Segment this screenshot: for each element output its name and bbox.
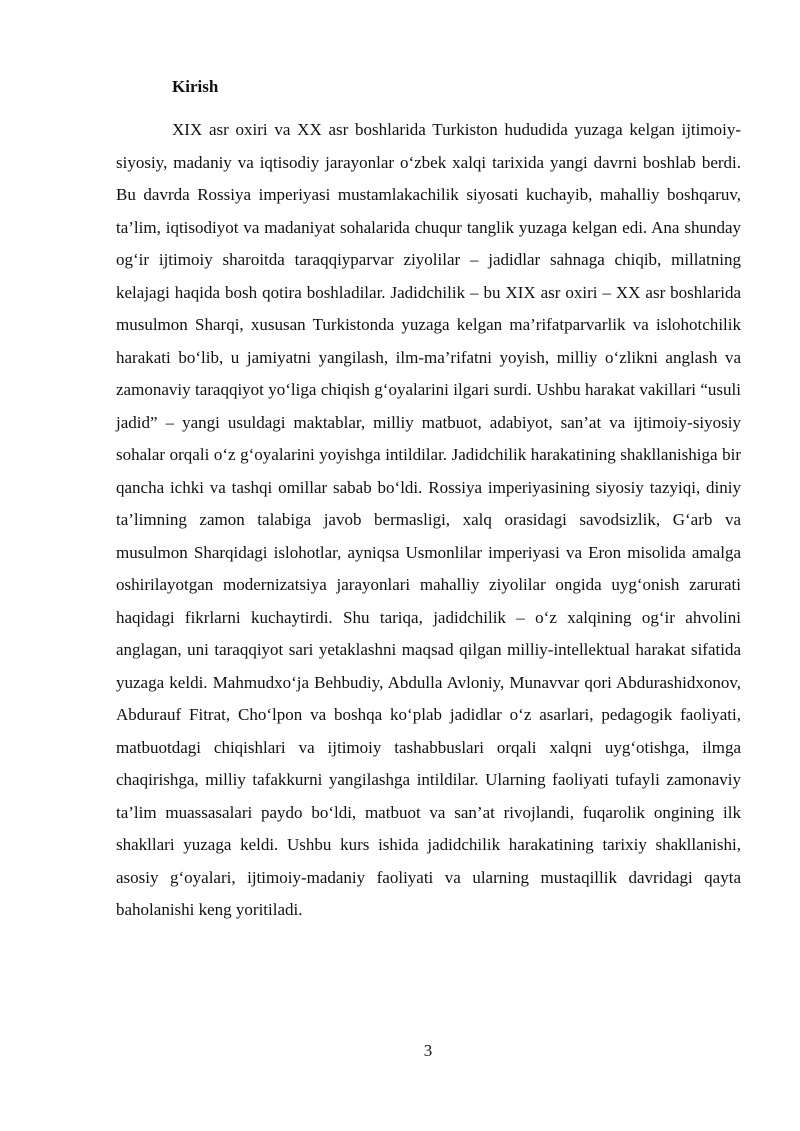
body-paragraph: XIX asr oxiri va XX asr boshlarida Turkiston hududida yuzaga kelgan ijtimoiy-siyosiy, madaniy va iqtisodiy jarayonlar o‘zbek xalqi tarixida yangi davrni boshlab berdi. Bu davrda Rossiya imperiyasi mustamlakachilik siyosati kuchayib, mahalliy boshqaruv, ta’lim, iqtisodiyot va madaniyat sohalarida chuqur tanglik yuzaga kelgan edi. Ana shunday og‘ir ijtimoiy sharoitda taraqqiyparvar ziyolilar – jadidlar sahnaga chiqib, millatning kelajagi haqida bosh qotira boshladilar. Jadidchilik – bu XIX asr oxiri – XX asr boshlarida musulmon Sharqi, xususan Turkistonda yuzaga kelgan ma’rifatparvarlik va islohotchilik harakati bo‘lib, u jamiyatni yangilash, ilm-ma’rifatni yoyish, milliy o‘zlikni anglash va zamonaviy taraqqiyot yo‘liga chiqish g‘oyalarini ilgari surdi. Ushbu harakat vakillari “usuli jadid” – yangi usuldagi maktablar, milliy matbuot, adabiyot, san’at va ijtimoiy-siyosiy sohalar orqali o‘z g‘oyalarini yoyishga intildilar. Jadidchilik harakatining shakllanishiga bir qancha ichki va tashqi omillar sabab bo‘ldi. Rossiya imperiyasining siyosiy tazyiqi, diniy ta’limning zamon talabiga javob bermasligi, xalq orasidagi savodsizlik, G‘arb va musulmon Sharqidagi islohotlar, ayniqsa Usmonlilar imperiyasi va Eron misolida amalga oshirilayotgan modernizatsiya jarayonlari mahalliy ziyolilar ongida uyg‘onish zarurati haqidagi fikrlarni kuchaytirdi. Shu tariqa, jadidchilik – o‘z xalqining og‘ir ahvolini anglagan, uni taraqqiyot sari yetaklashni maqsad qilgan milliy-intellektual harakat sifatida yuzaga keldi. Mahmudxo‘ja Behbudiy, Abdulla Avloniy, Munavvar qori Abdurashidxonov, Abdurauf Fitrat, Cho‘lpon va boshqa ko‘plab jadidlar o‘z asarlari, pedagogik faoliyati, matbuotdagi chiqishlari va ijtimoiy tashabbuslari orqali xalqni uyg‘otishga, ilmga chaqirishga, milliy tafakkurni yangilashga intildilar. Ularning faoliyati tufayli zamonaviy ta’lim muassasalari paydo bo‘ldi, matbuot va san’at rivojlandi, fuqarolik ongining ilk shakllari yuzaga keldi. Ushbu kurs ishida jadidchilik harakatining tarixiy shakllanishi, asosiy g‘oyalari, ijtimoiy-madaniy faoliyati va ularning mustaqillik davridagi qayta baholanishi keng yoritiladi. bbox=[116, 120, 741, 919]
section-heading: Kirish bbox=[172, 77, 219, 96]
page-number: 3 bbox=[423, 1041, 433, 1060]
